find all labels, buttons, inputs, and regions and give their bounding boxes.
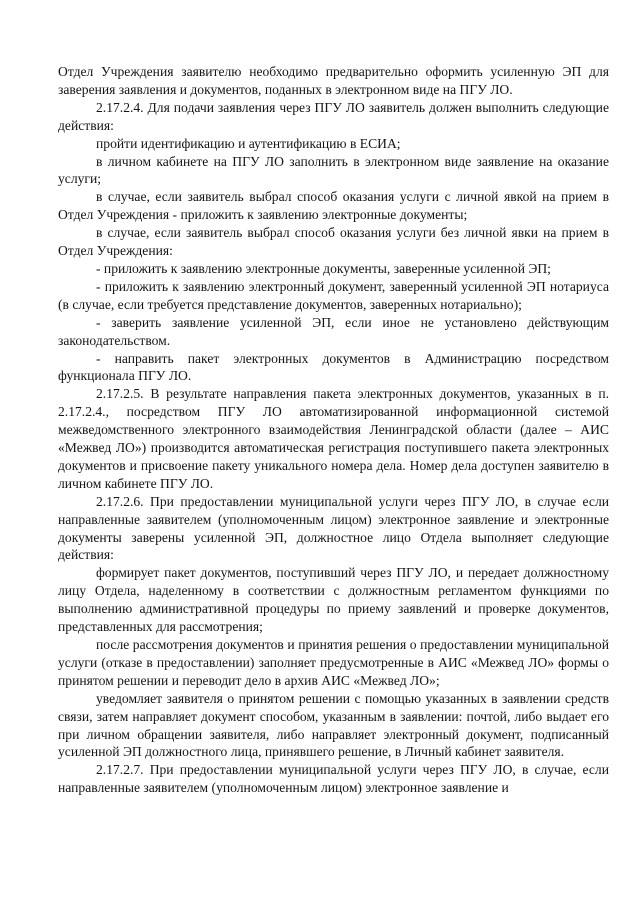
list-item-after-review: после рассмотрения документов и принятия решения о предоставлении муниципальной услуги (отказе в предоставлении) заполняет предусмотренные в АИС «Межвед ЛО» формы о принятом решении и переводит дело в архив АИС «Межвед ЛО»; [58, 637, 609, 688]
list-item-forms-package: формирует пакет документов, поступивший через ПГУ ЛО, и передает должностному лицу Отдела, наделенному в соответствии с должностным регламентом функциями по выполнению административной процедуры по приему заявлений и проверке документов, представленных для рассмотрения; [58, 565, 609, 635]
sub-item-certify: - заверить заявление усиленной ЭП, если иное не установлено действующим законодательством. [58, 314, 609, 348]
list-item-personal-visit: в случае, если заявитель выбрал способ оказания услуги с личной явкой на прием в Отдел Учреждения - приложить к заявлению электронные документы; [58, 189, 609, 223]
paragraph-2-17-2-5: 2.17.2.5. В результате направления пакета электронных документов, указанных в п. 2.17.2.4., посредством ПГУ ЛО автоматизированной информационной системой межведомственного электронного взаимодействия Ленинградской области (далее – АИС «Межвед ЛО») производится автоматическая регистрация поступившего пакета электронных документов и присвоение пакету уникального номера дела. Номер дела доступен заявителю в личном кабинете ПГУ ЛО. [58, 386, 609, 491]
sub-item-notary: - приложить к заявлению электронный документ, заверенный усиленной ЭП нотариуса (в случае, если требуется представление документов, заверенных нотариально); [58, 278, 609, 312]
paragraph-2-17-2-4: 2.17.2.4. Для подачи заявления через ПГУ ЛО заявитель должен выполнить следующие действия: [58, 99, 609, 133]
document-page [58, 63, 609, 797]
list-item-notify: уведомляет заявителя о принятом решении с помощью указанных в заявлении средств связи, затем направляет документ способом, указанным в заявлении: почтой, либо выдает его при личном обращении заявителя, либо направляет электронный документ, подписанный усиленной ЭП должностного лица, принявшего решение, в Личный кабинет заявителя. [58, 690, 609, 760]
list-item-fill-form: в личном кабинете на ПГУ ЛО заполнить в электронном виде заявление на оказание услуги; [58, 153, 609, 187]
list-item-no-visit: в случае, если заявитель выбрал способ оказания услуги без личной явки на прием в Отдел Учреждения: [58, 225, 609, 259]
list-item-esia: пройти идентификацию и аутентификацию в ЕСИА; [96, 135, 401, 151]
paragraph-2-17-2-7: 2.17.2.7. При предоставлении муниципальной услуги через ПГУ ЛО, в случае, если направленные заявителем (уполномоченным лицом) электронное заявление и [58, 762, 609, 796]
paragraph-intro: Отдел Учреждения заявителю необходимо предварительно оформить усиленную ЭП для заверения заявления и документов, поданных в электронном виде на ПГУ ЛО. [58, 64, 609, 97]
sub-item-send: - направить пакет электронных документов в Администрацию посредством функционала ПГУ ЛО. [58, 350, 609, 384]
paragraph-2-17-2-6: 2.17.2.6. При предоставлении муниципальной услуги через ПГУ ЛО, в случае если направленные заявителем (уполномоченным лицом) электронное заявление и электронные документы заверены усиленной ЭП, должностное лицо Отдела выполняет следующие действия: [58, 493, 609, 563]
sub-item-attach-docs: - приложить к заявлению электронные документы, заверенные усиленной ЭП; [96, 260, 551, 276]
